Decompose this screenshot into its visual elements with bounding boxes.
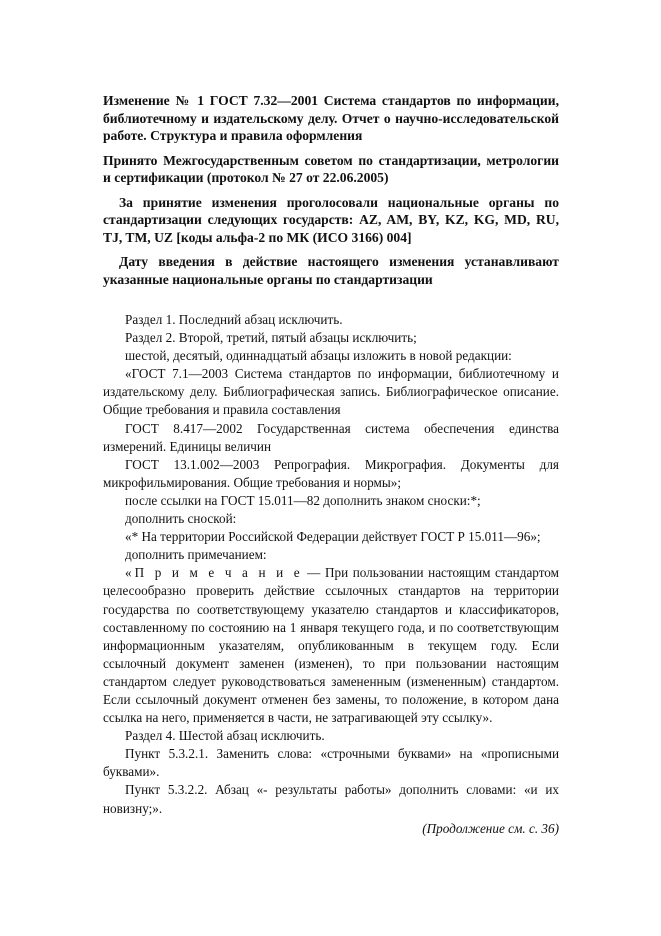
paragraph: Раздел 4. Шестой абзац исключить. — [125, 728, 325, 744]
paragraph: Раздел 1. Последний абзац исключить. — [125, 312, 343, 327]
paragraph: дополнить примечанием: — [125, 547, 267, 563]
voting-statement: За принятие изменения проголосовали национальные органы по стандартизации следующих государств: AZ, AM, BY, KZ, KG, MD, RU, TJ, TM, UZ [коды альфа-2 по МК (ИСО 3166) 004] — [103, 194, 559, 245]
paragraph: Пункт 5.3.2.2. Абзац «- результаты работы» дополнить словами: «и их новизну;». — [103, 782, 559, 816]
adoption-statement: Принято Межгосударственным советом по стандартизации, метрологии и сертификации (протокол № 27 от 22.06.2005) — [103, 152, 559, 185]
paragraph: после ссылки на ГОСТ 15.011—82 дополнить знаком сноски:*; — [125, 492, 481, 508]
amendment-title: Изменение № 1 ГОСТ 7.32—2001 Система стандартов по информации, библиотечному и издательскому делу. Отчет о научно-исследовательской работе. Структура и правила оформления — [103, 93, 559, 143]
paragraph: Пункт 5.3.2.1. Заменить слова: «строчными буквами» на «прописными буквами». — [103, 746, 559, 780]
paragraph: ГОСТ 13.1.002—2003 Репрография. Микрография. Документы для микрофильмирования. Общие требования и нормы»; — [103, 456, 559, 490]
paragraph: «ГОСТ 7.1—2003 Система стандартов по информации, библиотечному и издательскому делу. Библиографическая запись. Библиографическое описание. Общие требования и правила составления — [103, 366, 559, 418]
footnote-paragraph: «* На территории Российской Федерации действует ГОСТ Р 15.011—96»; — [125, 529, 541, 545]
note-paragraph — [103, 564, 559, 727]
effective-date-statement: Дату введения в действие настоящего изменения устанавливают указанные национальные органы по стандартизации — [103, 254, 559, 287]
paragraph: ГОСТ 8.417—2002 Государственная система обеспечения единства измерений. Единицы величин — [103, 420, 559, 454]
paragraph: шестой, десятый, одиннадцатый абзацы изложить в новой редакции: — [125, 348, 512, 364]
continuation-note: (Продолжение см. с. 36) — [422, 820, 559, 836]
amendment-body — [103, 311, 559, 818]
note-label: «П р и м е ч а н и е — [125, 565, 303, 581]
document-page — [103, 92, 559, 838]
note-text: — При пользовании настоящим стандартом целесообразно проверить действие ссылочных стандартов на территории государства по соответствующему указателю стандартов и классификаторов, составленному по состоянию на 1 января текущего года, и по соответствующим информационным указателям, опубликованным в текущем году. Если ссылочный документ заменен (изменен), то при пользовании настоящим стандартом следует руководствоваться замененным (измененным) стандартом. Если ссылочный документ отменен без замены, то положение, в котором дана ссылка на него, применяется в части, не затрагивающей эту ссылку». — [103, 565, 559, 726]
paragraph: дополнить сноской: — [125, 511, 237, 527]
paragraph: Раздел 2. Второй, третий, пятый абзацы исключить; — [125, 330, 417, 346]
